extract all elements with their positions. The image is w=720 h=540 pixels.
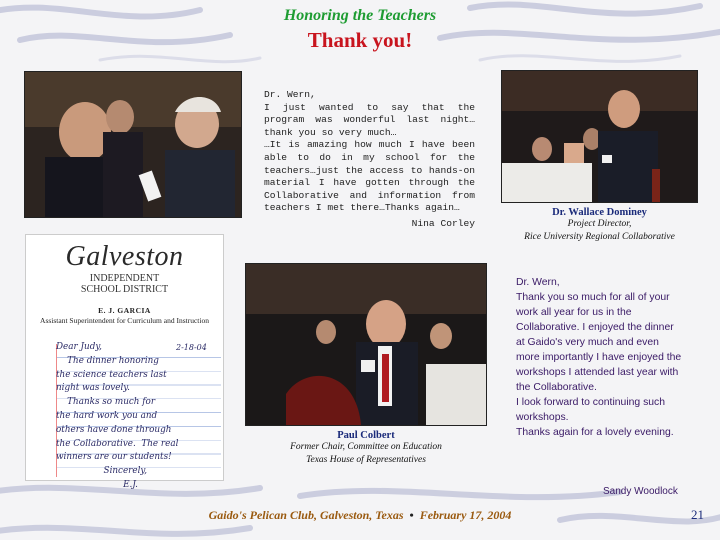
- caption-line: Former Chair, Committee on Education: [290, 442, 442, 452]
- note-paragraph: …It is amazing how much I have been able to do in my school for the teachers…just the access to hands-on material I have gotten through the Collaborative and information from teachers I met there…Thanks again…: [264, 139, 475, 214]
- handwritten-line: the hard work you and: [56, 410, 158, 421]
- note-paragraph: I look forward to continuing such workshops.: [516, 397, 666, 423]
- note-salutation: Dr. Wern,: [264, 89, 316, 100]
- note-paragraph: I just wanted to say that the program was wonderful last night…thank you so very much…: [264, 101, 475, 138]
- caption-line: Rice University Regional Collaborative: [524, 232, 675, 242]
- caption-name: Dr. Wallace Dominey: [552, 207, 647, 218]
- thank-you-note-nina-corley: [264, 89, 475, 231]
- footer-date: February 17, 2004: [419, 508, 512, 522]
- footer-venue: Gaido's Pelican Club, Galveston, Texas: [208, 508, 404, 522]
- handwritten-line: winners are our students!: [56, 452, 172, 463]
- handwritten-line: Sincerely,: [56, 466, 147, 477]
- handwritten-line: The dinner honoring: [56, 355, 159, 366]
- caption-line: Project Director,: [567, 219, 632, 229]
- footer: [0, 508, 720, 523]
- handwritten-line: Dear Judy,: [56, 342, 102, 352]
- photo-wallace-dominey: [501, 70, 698, 203]
- note-signature: Sandy Woodlock: [603, 486, 678, 497]
- photo-reception-group: [24, 71, 242, 218]
- handwritten-text: [56, 341, 220, 493]
- handwritten-line: Thanks so much for: [56, 397, 156, 408]
- district-line: INDEPENDENT: [89, 273, 160, 284]
- handwritten-line: others have done through: [56, 424, 172, 435]
- caption-dominey: [501, 207, 698, 244]
- sender-title: Assistant Superintendent for Curriculum and Instruction: [40, 316, 209, 325]
- district-line: SCHOOL DISTRICT: [80, 284, 169, 295]
- caption-name: Paul Colbert: [337, 430, 395, 441]
- handwritten-line: the Collaborative. The real: [56, 438, 179, 449]
- note-paragraph: Thank you so much for all of your work all year for us in the Collaborative. I enjoyed the dinner at Gaido's very much and even more importantly I have enjoyed the workshops I attended last year with the Collaborative.: [516, 292, 682, 393]
- letter-sender: [26, 306, 223, 326]
- header-subtitle: Honoring the Teachers: [283, 7, 437, 24]
- footer-separator: •: [409, 508, 414, 522]
- note-signature: Nina Corley: [411, 217, 475, 229]
- page-number: 21: [691, 507, 704, 522]
- caption-line: Texas House of Representatives: [306, 455, 426, 465]
- photo-paul-colbert: [245, 263, 487, 426]
- gisd-handwritten-letter: [25, 234, 224, 490]
- handwritten-line: E.J.: [56, 479, 138, 490]
- district-logo-name: Galveston: [65, 241, 184, 272]
- handwritten-line: the science teachers last: [56, 369, 167, 380]
- district-logo-subtitle: [26, 273, 223, 295]
- sender-name: E. J. GARCIA: [98, 306, 151, 315]
- caption-colbert: [245, 430, 487, 467]
- note-paragraph: Thanks again for a lovely evening.: [516, 427, 674, 438]
- handwritten-date: 2-18-04: [176, 343, 207, 352]
- note-salutation: Dr. Wern,: [516, 277, 560, 288]
- handwritten-line: night was lovely.: [56, 383, 130, 394]
- thank-you-note-sandy-woodlock: [516, 275, 682, 440]
- page-title: Thank you!: [307, 28, 413, 52]
